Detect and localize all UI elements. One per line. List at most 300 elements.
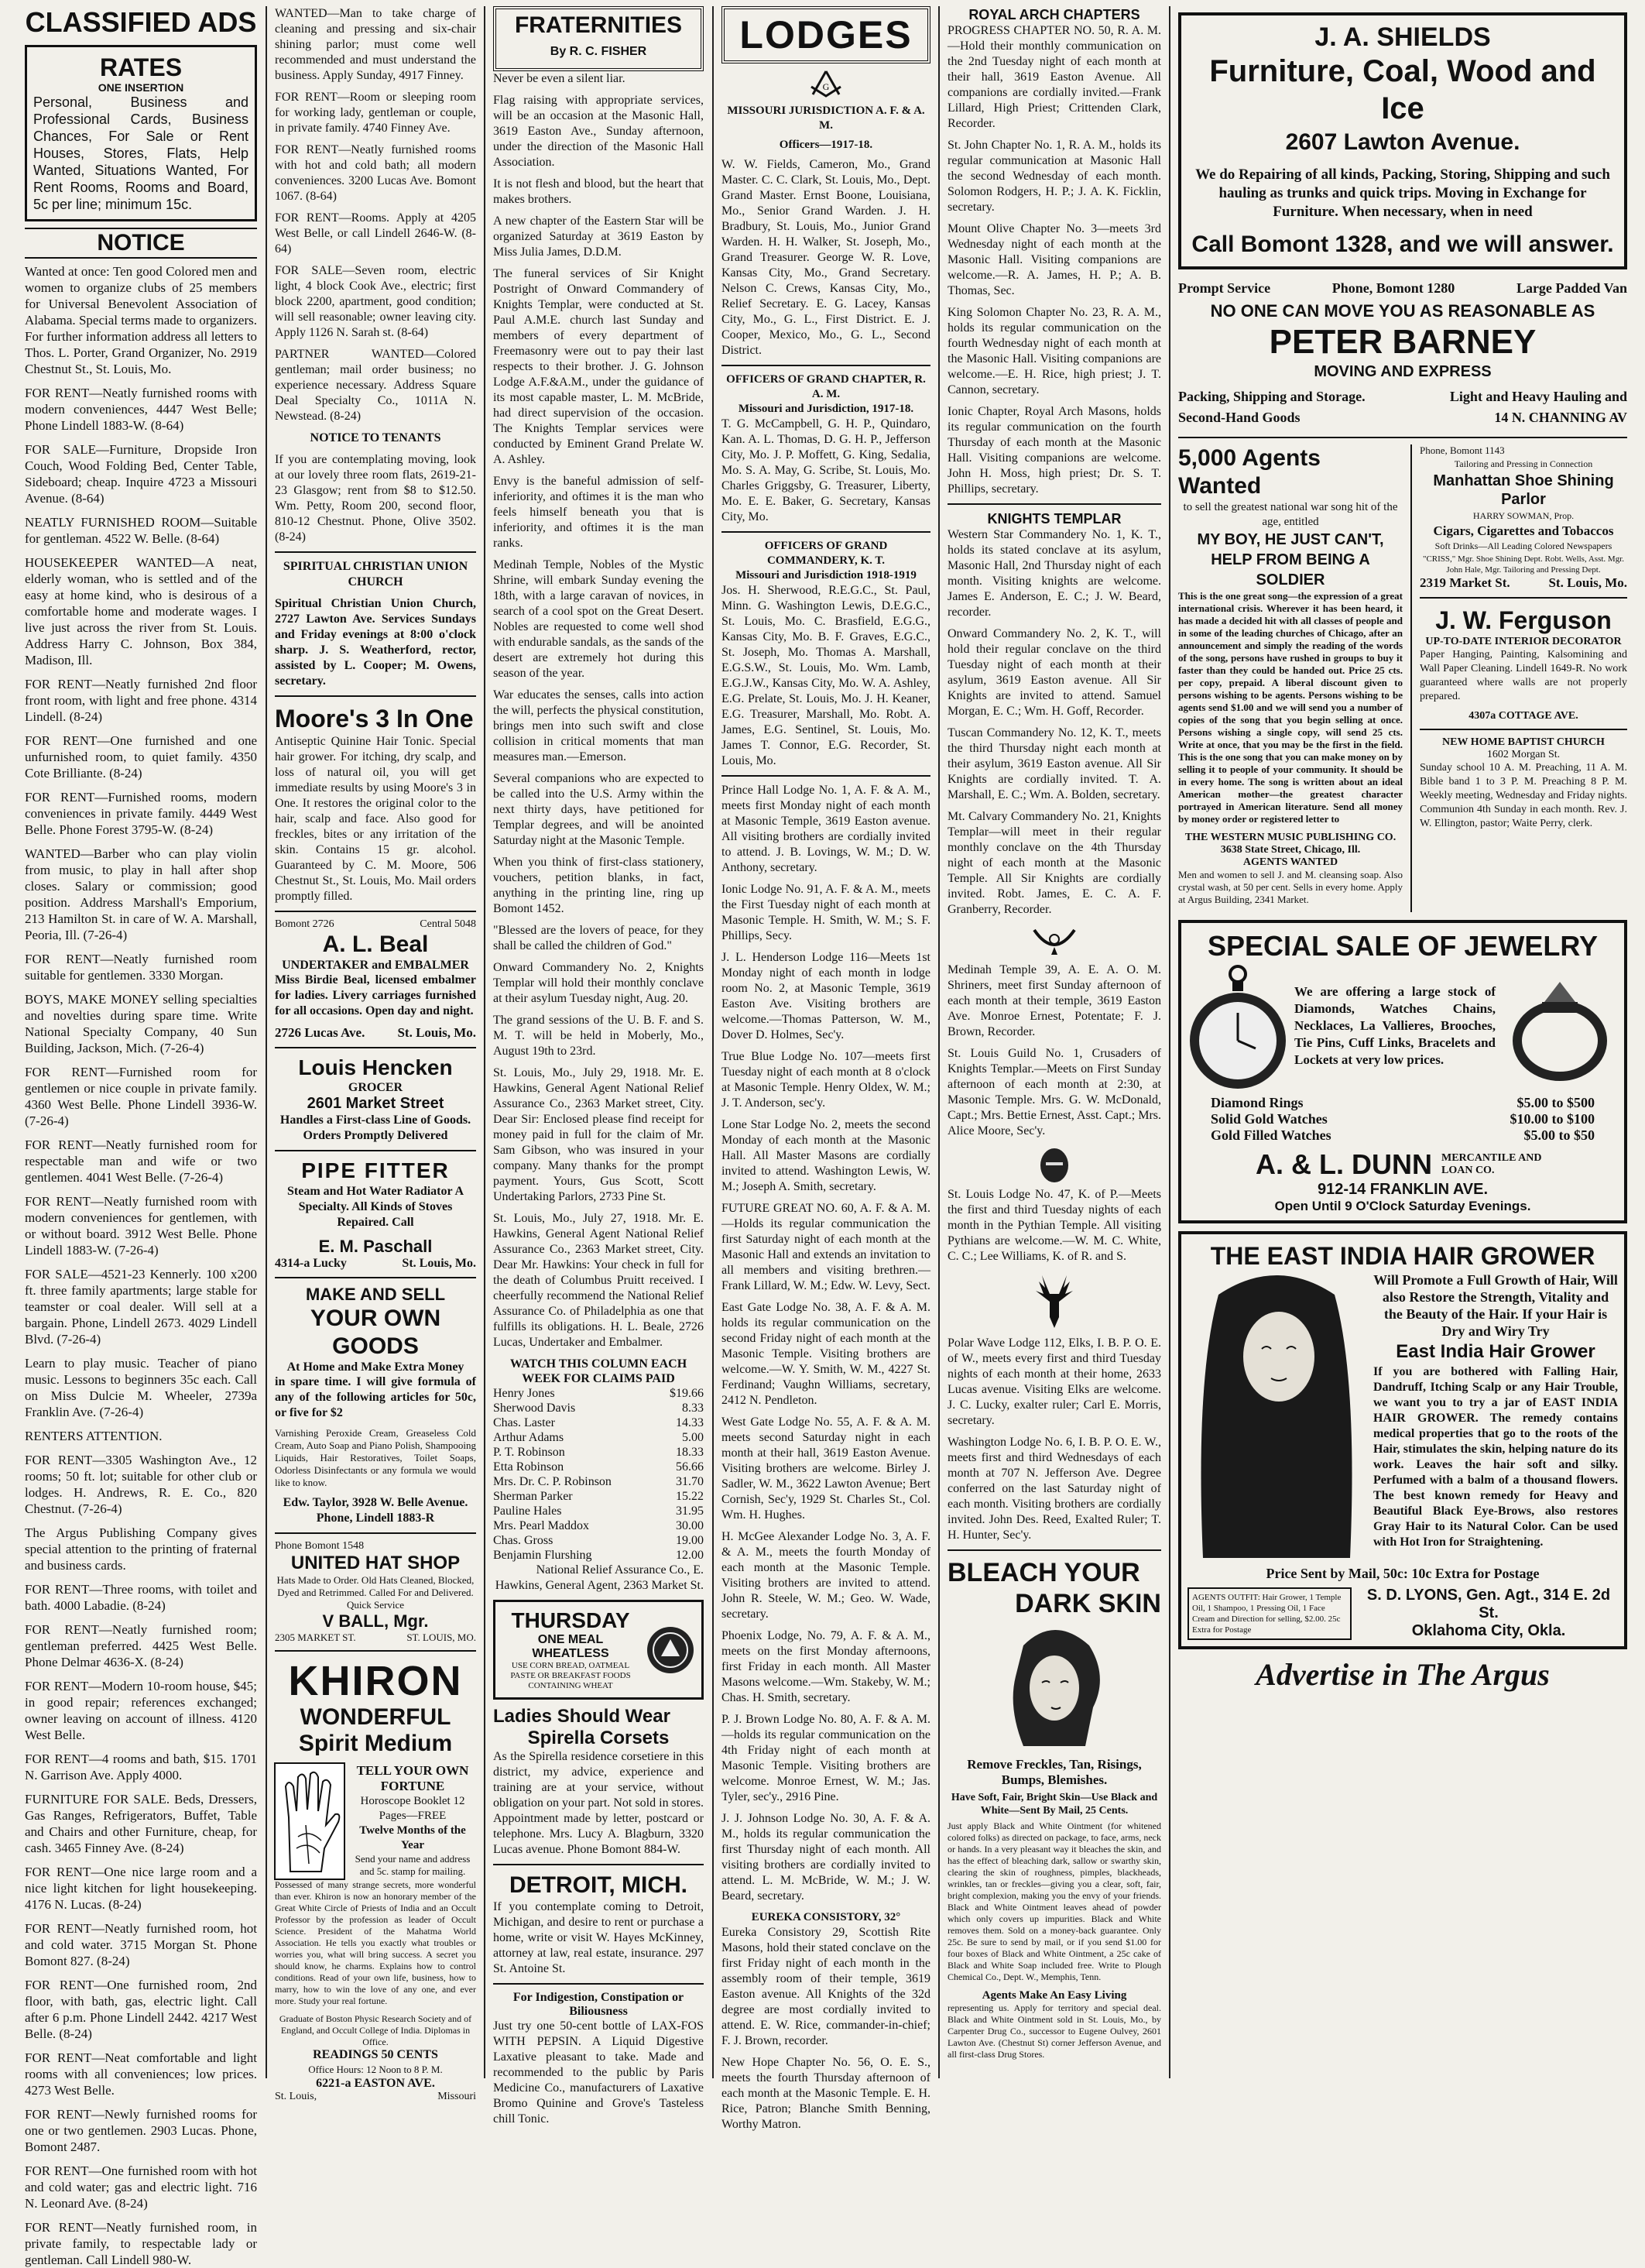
commandery-notice: Onward Commandery No. 2, K. T., will hold their regular conclave on the third Tuesday night of each month at their asylum, 3619 Easton avenue. All Sir Knights are invited to attend. Samuel Morgan, E. C.; Wm. H. Goff, Recorder. [948,627,1161,718]
claim-row [493,1504,704,1518]
beal-body: Miss Birdie Beal, licensed embalmer for ladies. Livery carriages furnished for all occasions. Open day and night. [275,973,476,1017]
agents-publisher: THE WESTERN MUSIC PUBLISHING CO. [1184,832,1397,843]
hat-addr-right: ST. LOUIS, MO. [406,1632,476,1643]
hat-title: UNITED HAT SHOP [290,1553,461,1573]
spirella-title2: Spirella Corsets [527,1728,670,1748]
claim-row [493,1548,704,1563]
claim-amount: 19.00 [676,1534,704,1547]
ads-column [1170,6,1635,2078]
fraternity-note: "Blessed are the lovers of peace, for they shall be called the children of God." [493,924,704,952]
classified-ad: BOYS, MAKE MONEY selling specialties and novelties during spare time. Write National Specialty Company, 40 Sun Building, Jackson, Mich. (7-26-4) [25,992,257,1055]
bleach-body: Just apply Black and White Ointment (for whitened colored folks) as directed on package, to face, arms, neck or hands. In a very pleasant way it bleaches the skin, and has the effect of bleaching dark, sallow or swarthy skin, clearing the skin of roughness, pimples, blackheads, wrinkles, tan or freckles—giving you a clear, soft, fair, bright complexion, making you the envy of your friends. Black and White Ointment leaves ahead of powder which only covers up impurities. Black and White removes them. Sold on a money-back guarantee. Only 25c. Be sure to send by mail, or if you send $1.00 for four boxes of Black and White Ointment, a 25c cake of Black and White Soap included free. Write to Plough Chemical Co., Dept. W., Memphis, Tenn. [948,1820,1161,1982]
lodges-column [714,6,938,2131]
shrine-emblem-wrap [948,924,1161,959]
shoe-line2: Soft Drinks—All Leading Colored Newspapers [1434,540,1612,551]
argus-tagline: Advertise in The Argus [1256,1657,1550,1692]
hencken-title: GROCER [348,1081,403,1094]
jewelry-item: Gold Filled Watches [1211,1127,1331,1143]
khiron-body: Possessed of many strange secrets, more wonderful than ever. Khiron is now an honorary member of the Great White Circle of Priests of India and an Occult Professor by the profession as leader of Occult Science. President of the Mahatma World Association. He tells you exactly what troubles or worries you, what will bring success. A secret you should know, he charms. Explains how to control conditions. Read of your own life, business, how to marry, how to win the love of any one, and ever more. Study your real fortune. [275,1879,476,2006]
classified-ad: FOR RENT—One furnished and one unfurnished room, to quiet family. 4350 Cote Brilliante. (8-24) [25,733,257,781]
eureka-title: EUREKA CONSISTORY, 32° [751,1911,901,1923]
beal-address [275,1025,476,1041]
chapter-notice: Ionic Chapter, Royal Arch Masons, holds its regular communication on the fourth Thursday of each month at the Masonic Hall. Visiting companions are welcome. John H. Moss, high priest; Dr. S. T. Phillips, secretary. [948,405,1161,496]
hair-sub: East India Hair Grower [1396,1341,1595,1362]
classified-ad: FOR RENT—Newly furnished rooms for one or two gentlemen. 2903 Lucas. Phone, Bomont 2487. [25,2107,257,2154]
agents-address: 3638 State Street, Chicago, Ill. [1220,844,1361,856]
hair-grower-ad [1178,1231,1627,1649]
khiron-tell1: TELL YOUR OWN [356,1763,469,1778]
shields-ad [1178,12,1627,269]
shields-address: 2607 Lawton Avenue. [1285,129,1520,155]
pipe-addr-left: 4314-a Lucky [275,1257,347,1270]
thursday-sub: ONE MEAL WHEATLESS [532,1633,609,1660]
bleach-sub: Remove Freckles, Tan, Risings, Bumps, Blemishes. [967,1757,1142,1787]
classified-ad: FOR RENT—Modern 10-room house, $45; in good repair; references exchanged; owner leaving on account of illness. 4120 West Belle. [25,1679,257,1742]
laxfos-title: For Indigestion, Constipation or Biliousness [512,1991,684,2018]
claim-name: Mrs. Pearl Maddox [493,1519,589,1532]
hair-title: THE EAST INDIA HAIR GROWER [1210,1242,1595,1270]
shrine-body: Medinah Temple 39, A. E. A. O. M. Shriners, meet first Sunday afternoon of each month at their temple, 3619 Easton Ave. Monroe Ernest, Potentate; F. J. Brown, Recorder. [948,963,1161,1038]
fraternities-paras [493,71,704,1350]
classified-ad: FOR RENT—4 rooms and bath, $15. 1701 N. Garrison Ave. Apply 4000. [25,1752,257,1782]
palm-hand-icon [275,1763,344,1879]
church-title: SPIRITUAL CHRISTIAN UNION CHURCH [283,560,468,588]
classified-ad: FOR RENT—Neatly furnished room; gentleman preferred. 4425 West Belle. Phone Delmar 4636-X. (8-24) [25,1622,257,1669]
claims-title: WATCH THIS COLUMN EACH WEEK FOR CLAIMS PAID [509,1357,687,1385]
hair-outfit: AGENTS OUTFIT: Hair Grower, 1 Temple Oil, 1 Shampoo, 1 Pressing Oil, 1 Face Cream and Direction for selling, $2.00. 25c Extra for Postage [1187,1587,1352,1640]
barney-row1 [1178,389,1627,405]
shoe-title: Manhattan Shoe Shining Parlor [1433,472,1614,508]
claim-name: Sherwood Davis [493,1402,576,1415]
make-body: in spare time. I will give formula of any of the following articles for 50c, or five for $2 [275,1375,476,1419]
classified-ad: HOUSEKEEPER WANTED—A neat, elderly woman, who is settled and of the easy at home kind, who is desirous of a comfortable home and moderate wages. I live just across the river from St. Louis. Address Harry C. Johnson, Box 384, Madison, Ill. [25,555,257,667]
lodges-title: LODGES [721,6,930,63]
khiron-sub1: WONDERFUL [300,1704,451,1730]
agents-wanted: AGENTS WANTED [1242,856,1338,868]
claim-row [493,1401,704,1415]
shoe-owner: HARRY SOWMAN, Prop. [1472,510,1575,521]
classified-ad: FOR RENT—Three rooms, with toilet and bath. 4000 Labadie. (8-24) [25,1582,257,1613]
barney-top [1178,280,1627,297]
command-sub: Missouri and Jurisdiction 1918-1919 [735,569,917,582]
kt-list [948,527,1161,918]
bleach-title2: DARK SKIN [1015,1589,1161,1618]
kt-title: KNIGHTS TEMPLAR [987,511,1122,527]
claim-name: Henry Jones [493,1387,555,1400]
ferguson-title: UP-TO-DATE INTERIOR DECORATOR [1425,636,1622,647]
juris-title: MISSOURI JURISDICTION A. F. & A. M. [727,105,925,132]
classified-ad: FOR RENT—Neat comfortable and light rooms with all conveniences; low prices. 4273 West Belle. [25,2050,257,2098]
fraternities-byline: By R. C. FISHER [550,45,647,58]
classified-ad: FOR SALE—4521-23 Kennerly. 100 x200 ft. three family apartments; large stable for teamster or coal dealer. Will sell at a bargain. Phone, Lindell 2673. 4029 Lindell Blvd. (7-26-4) [25,1267,257,1347]
claim-amount: 12.00 [676,1549,704,1562]
chapter-body: T. G. McCampbell, G. H. P., Quindaro, Kan. A. L. Thomas, D. G. H. P., Jefferson City, Mo. J. P. Moffett, G. King, Sedalia, Mo. S. A. May, G. Scribe, St. Louis, Mo. Charles Griggsby, G. Treasurer, Liberty, Mo. E. E. Baker, G. Secretary, Kansas City, Mo. [721,417,930,523]
shields-body: We do Repairing of all kinds, Packing, Storing, Shipping and such hauling as trunks and quick trips. Moving in Exchange for Furniture. When necessary, when in need [1195,166,1610,220]
shoe-addr-right: St. Louis, Mo. [1548,575,1627,590]
eastern-star-body: New Hope Chapter No. 56, O. E. S., meets the fourth Thursday afternoon of each month at the Masonic Temple. E. H. Rice, Patron; Blanche Smith Benning, Worthy Matron. [721,2056,930,2131]
thursday-body: USE CORN BREAD, OATMEAL PASTE OR BREAKFAST FOODS CONTAINING WHEAT [510,1661,631,1690]
square-compass-icon [807,68,845,99]
chapter-notice: PROGRESS CHAPTER NO. 50, R. A. M.—Hold their monthly communication on the 2nd Tuesday night of each month at their hall, 3619 Easton Avenue. All companions are cordially invited.—Frank Lillard, High Priest; Crittenden Clark, Recorder. [948,24,1161,130]
pipe-addr-right: St. Louis, Mo. [402,1257,476,1270]
classified-ad: FOR RENT—Furnished rooms, modern conveniences in private family. 4449 West Belle. Phone Forest 3795-W. (8-24) [25,790,257,837]
beal-addr-left: 2726 Lucas Ave. [275,1025,365,1040]
claim-amount: 31.70 [676,1475,704,1488]
beal-name: A. L. Beal [322,932,429,957]
chapter-notice: King Solomon Chapter No. 23, R. A. M., holds its regular communication on the fourth Wednesday night of each month at the Masonic Hall. Visiting companions are welcome.—E. H. Rice, high priest; J. T. Cannon, secretary. [948,306,1161,396]
classified-ad: The Argus Publishing Company gives special attention to the printing of fraternal and business cards. [25,1525,257,1573]
moores-title: Moore's 3 In One [275,705,474,733]
beal-title: UNDERTAKER and EMBALMER [282,959,469,972]
agents-body: This is the one great song—the expression of a great international crisis. Wherever it has been heard, it has made a decided hit with all classes of people and in some of the leading churches of Chicago, after an announcement and simply the reading of the words of the song, persons have rushed in groups to buy it faster than they could be handed out. Price 25 cts. per copy, prepaid. A liberal discount given to persons wishing to be agents. Persons wishing to be agents send $1.00 and we will send you a number of copies of the song that you begin selling at once. Persons wishing a single copy, will send 25 cts. Write at once, that you may be the first in the field. This is the one song that you can make money on by selling it to people of your community. It should be in every home. The song is written about an ideal American mother—the greatest character portrayed in American literature. Send all money by money order or registered letter to [1178,590,1403,825]
beal-addr-right: St. Louis, Mo. [397,1025,476,1040]
khiron-body-row [275,1763,476,1879]
elks-body-2: Washington Lodge No. 6, I. B. P. O. E. W., meets first and third Wednesdays of each month at 707 N. Jefferson Ave. Degree conferred on the last Saturday night of each month. Visiting brothers are cordially invited. John Des. Reed, Exalted Ruler; T. H. Hunter, Sec'y. [948,1436,1161,1542]
rates-title: RATES [99,53,183,81]
claim-amount: 14.33 [676,1416,704,1429]
agents-ad [1178,444,1403,912]
claim-name: Mrs. Dr. C. P. Robinson [493,1475,612,1488]
elks-body-1: Polar Wave Lodge 112, Elks, I. B. P. O. E. of W., meets every first and third Tuesday nights of each month at their home, 2633 Lucas avenue. Visiting Elks are welcome. J. C. Lucky, exalter ruler; Carl E. Morris, secretary. [948,1336,1161,1427]
khiron-hours: Office Hours: 12 Noon to 8 P. M. [308,2064,443,2075]
hair-city: Oklahoma City, Okla. [1411,1622,1566,1639]
mid-ads-row [1178,444,1627,912]
classified-ad: NEATLY FURNISHED ROOM—Suitable for gentleman. 4522 W. Belle. (8-64) [25,515,257,546]
khiron-city-left: St. Louis, [275,2091,317,2102]
ferguson-body: Paper Hanging, Painting, Kalsomining and Wall Paper Cleaning. Lindell 1649-R. No work guaranteed where walls are not properly prepared. [1420,649,1627,702]
make-title: MAKE AND SELL [305,1285,446,1304]
hat-name: V BALL, Mgr. [322,1611,429,1631]
jewelry-body: We are offering a large stock of Diamonds, Watches Chains, Necklaces, La Vallieres, Brooches, Tie Pins, Cuff Links, Bracelets and Lockets at very low prices. [1294,984,1496,1067]
fraternity-note: Envy is the baneful admission of self-inferiority, and oftimes it is the man who feels himself beneath you that is inferiority, and oftimes it is the man ranks. [493,475,704,550]
classified-ad: FOR RENT—One furnished room with hot and cold water; gas and electric light. 716 N. Leonard Ave. (8-24) [25,2163,257,2211]
bleach-agents: Agents Make An Easy Living [982,1989,1127,2002]
khiron-graduate: Graduate of Boston Physic Research Society and of England, and Occult College of India. Diplomas in Office. [279,2013,472,2047]
claim-row [493,1489,704,1504]
classified-ad: Wanted at once: Ten good Colored men and women to organize clubs of 25 members for Universal Benevolent Association of Alabama. Special terms made to organizers. For further information address all letters to Thos. L. Porter, Grand Organizer, No. 2919 Chestnut St., St. Louis, Mo. [25,264,257,376]
classified-ad: FOR RENT—Neatly furnished room for respectable man and wife or two gentlemen. 4041 West Belle. (7-26-4) [25,1137,257,1185]
commandery-notice: Tuscan Commandery No. 12, K. T., meets the third Thursday night each month at their asylum, 3619 Easton avenue. All Sir Knights are cordially invited. T. A. Marshall, E. C.; Wm. A. Bolden, secretary. [948,726,1161,801]
jewelry-address: 912-14 FRANKLIN AVE. [1317,1181,1489,1198]
bleach-agents-body: representing us. Apply for territory and special deal. Black and White Ointment sold in St. Louis, Mo., by Carpenter Drug Co., successor to Eugene Oulvey, 2601 Lawton Ave. (Chestnut St) corner Jefferson Avenue, and all first-class Drug Stores. [948,2002,1161,2060]
pocket-watch-icon [1187,963,1288,1095]
claim-row [493,1518,704,1533]
fraternity-note: The funeral services of Sir Knight Postright of Onward Commandery of Knights Templar, were conducted at St. Paul A.M.E. church last Sunday and members of every department of Freemasonry were out to pay their last respects to their brother. J. G. Johnson Lodge A.F.&A.M., under the guidance of its most capable master, L. M. McBride, had direct supervision of the occasion. The Knights Templar services were conducted by Eminent Grand Prelate W. A. Ashley. [493,267,704,466]
hat-addr-left: 2305 MARKET ST. [275,1632,356,1643]
lodge-notice: Phoenix Lodge, No. 79, A. F. & A. M., meets on the first Monday afternoons, first Friday in each month. All Master Masons welcome.—Wm. Stakeby, W. M.; Chas. H. Smith, secretary. [721,1629,930,1704]
shields-call: Call Bomont 1328, and we will answer. [1191,232,1614,257]
classified-ad: FURNITURE FOR SALE. Beds, Dressers, Gas Ranges, Refrigerators, Buffet, Table and Chairs and other Furniture, cheap, for cash. 3465 Finney Ave. (8-24) [25,1792,257,1855]
shoe-addr-left: 2319 Market St. [1420,575,1510,590]
lodge-notice: East Gate Lodge No. 38, A. F. & A. M. holds its regular communication on the second Friday night of each month at the Masonic Temple. Visiting brothers are welcome.—W. Y. Smith, W. M., 4227 St. Ferdinand; Vaughn Williams, secretary, 2412 N. Pendleton. [721,1301,930,1407]
command-body: Jos. H. Sherwood, R.E.G.C., St. Paul, Minn. G. Washington Lewis, D.E.G.C., St. Louis, Mo. C. Brasfield, E.G.G., Kansas City, Mo. B. F. Graves, E.G.C., St. Joseph, Mo. Thomas A. Marshall, E.G.S.W., St. Louis, Mo. Wm. Lamb, E.G.J.W., Kansas City, Mo. W. A. Ashley, E.G. Prelate, St. Louis, Mo. J. H. Keaner, E.G. Treasurer, Marshall, Mo. Robt. A. James, E.G. Sentinel, St. Louis, Mo. James T. Connor, E.G. Recorder, St. Louis, Mo. [721,584,930,767]
lodge-notice: West Gate Lodge No. 55, A. F. & A. M. meets second Saturday night in each month at their hall, 3619 Easton Avenue. Visiting brothers are welcome. Birley J. Sadler, W. M., 3622 Lawton Avenue; Bert Cornish, Sec'y, 1929 St. Charles St., Col. Wm. H. Hughes. [721,1415,930,1522]
royal-arch-title: ROYAL ARCH CHAPTERS [968,7,1140,22]
hencken-body: Handles a First-class Line of Goods. Orders Promptly Delivered [279,1113,471,1142]
baptist-title: NEW HOME BAPTIST CHURCH [1442,736,1605,748]
hat-phone: Phone Bomont 1548 [275,1540,365,1552]
shrine-emblem-icon [1031,924,1078,959]
fraternity-note: When you think of first-class stationery, vouchers, petition blanks, in fact, anything in the printing line, ring up Bomont 1452. [493,856,704,915]
commandery-notice: Mt. Calvary Commandery No. 21, Knights Templar—will meet in their regular monthly conclave on the 4th Thursday night of each month at the Masonic Temple. All Sir Knights are cordially invited. Robt. James, E. C. A. F. Granberry, Recorder. [948,810,1161,916]
agents-title: 5,000 Agents Wanted [1178,445,1321,499]
svg-text:G: G [822,81,830,92]
claim-name: Chas. Laster [493,1416,555,1429]
classified-ad: WANTED—Barber who can play violin from music, to play in hall after shop closes. Salary or commission; good position. Address Marshall's Emporium, 213 Hamilton St. in care of W. A. Marshall, Peoria, Ill. (7-26-4) [25,846,257,942]
classified-list-2 [275,6,476,424]
claim-name: Chas. Gross [493,1534,553,1547]
chapter-title: OFFICERS OF GRAND CHAPTER, R. A. M. [726,373,926,400]
beal-phone-left: Bomont 2726 [275,918,334,930]
food-administration-seal-icon [646,1625,695,1675]
khiron-twelve: Twelve Months of the Year [359,1824,466,1851]
classified-ad: FOR RENT—Neatly furnished room, hot and cold water. 3715 Morgan St. Phone Bomont 827. (8-24) [25,1921,257,1968]
classified-ad: FOR RENT—Rooms. Apply at 4205 West Belle, or call Lindell 2646-W. (8-64) [275,211,476,256]
rates-body: Personal, Business and Professional Cards, Business Chances, For Sale or Rent Houses, Stores, Flats, Help Wanted, Situations Wanted, For Rent Rooms, Rooms and Board, 5c per line; minimum 15c. [33,94,248,212]
fraternity-note: St. Louis, Mo., July 29, 1918. Mr. E. Hawkins, General Agent National Relief Assurance Co., 2363 Market street, City. Dear Sir: Enclosed please find receipt for money paid in full for the claim of Mr. Sam Gibson, who was insured in your company. Many thanks for the prompt payment. Yours, Gus Scott, Scott Undertaking Parlors, 2733 Pine St. [493,1066,704,1203]
make-address: Edw. Taylor, 3928 W. Belle Avenue. Phone, Lindell 1883-R [283,1496,468,1525]
church-body: Spiritual Christian Union Church, 2727 Lawton Ave. Services Sundays and Friday evenings at 8:00 o'clock sharp. J. S. Weatherford, rector, assisted by L. Cooper; M. Owens, secretary. [275,597,476,688]
fraternities-title-box [493,6,704,71]
claim-amount: 56.66 [676,1460,704,1474]
claims-footer: National Relief Assurance Co., E. Hawkins, General Agent, 2363 Market St. [495,1563,704,1592]
classified-ad: FOR RENT—Neatly furnished room, in private family, to respectable lady or gentleman. Call Lindell 980-W. [25,2220,257,2267]
detroit-body: If you contemplate coming to Detroit, Michigan, and desire to rent or purchase a home, write or visit W. Hayes McKinney, attorney at law, real estate, insurance. 297 St. Antoine St. [493,1900,704,1975]
classified-ad: FOR SALE—Furniture, Dropside Iron Couch, Wood Folding Bed, Center Table, Sideboard; cheap. Inquire 4723 a Missouri Avenue. (8-64) [25,442,257,506]
jewelry-price: $5.00 to $500 [1516,1095,1595,1110]
khiron-readings: READINGS 50 CENTS [313,2048,438,2061]
classified-ad: FOR RENT—3305 Washington Ave., 12 rooms; 50 ft. lot; suitable for other club or lodges. H. Andrews, R. E. Co., 820 Chestnut. (7-26-4) [25,1453,257,1516]
hencken-name: Louis Hencken [298,1055,453,1079]
barney-second: Second-Hand Goods [1178,410,1301,425]
classified-ad: Learn to play music. Teacher of piano music. Lessons to beginners 35c each. Call on Miss Dulcie M. Wheeler, 2739a Franklin Ave. (7-26-4) [25,1356,257,1419]
thursday-title: THURSDAY [511,1608,630,1632]
claim-amount: 8.33 [682,1402,704,1415]
lodge-notice: Lone Star Lodge No. 2, meets the second Monday of each month at the Masonic Hall. All Master Masons are cordially invited to attend. Washington Lewis, W. M.; Joseph A. Smith, secretary. [721,1118,930,1193]
barney-name: PETER BARNEY [1269,323,1537,361]
lodge-notice: H. McGee Alexander Lodge No. 3, A. F. & A. M., meets the fourth Monday of each month at the Masonic Temple. Visiting brothers are invited to attend. John R. Steele, W. M.; Geo. W. Wade, secretary. [721,1530,930,1621]
shields-title: Furniture, Coal, Wood and Ice [1209,54,1596,125]
jewelry-item: Diamond Rings [1211,1095,1304,1110]
barney-mid: Phone, Bomont 1280 [1331,280,1455,296]
agents-song: MY BOY, HE JUST CAN'T, HELP FROM BEING A SOLDIER [1197,531,1384,588]
tenants-body: If you are contemplating moving, look at our lovely three room flats, 2619-21-23 Glasgow; rent from $8 to $12.50. Wm. Petty, Room 200, second floor, 810-12 Chestnut. Phone, Olive 3502. (8-24) [275,453,476,544]
hencken-address: 2601 Market Street [307,1095,444,1112]
barney-row2 [1178,410,1627,426]
spirella-body: As the Spirella residence corsetiere in this district, my advice, experience and training are at your service, without obligation on your part. Not sold in stores. Appointment made by letter, postcard or telephone. Mrs. Lucy A. Blagburn, 3320 Lucas avenue. Phone Bomont 884-W. [493,1750,704,1856]
commandery-notice: Western Star Commandery No. 1, K. T., holds its stated conclave at its asylum, Masonic Hall, 2nd Thursday night of each month. Visiting knights are welcome. James E. Anderson, E. C.; J. W. Beard, recorder. [948,528,1161,619]
barney-address: 14 N. CHANNING AV [1494,410,1627,425]
pipe-title: PIPE FITTER [301,1158,450,1182]
claim-amount: 5.00 [682,1431,704,1444]
beal-phones [275,918,476,931]
claim-name: Sherman Parker [493,1490,573,1503]
hair-body2: If you are bothered with Falling Hair, Dandruff, Itching Scalp or any Hair Trouble, we want you to try a jar of EAST INDIA HAIR GROWER. The remedy contains medical properties that go to the roots of the Hair, stimulates the skin, helping nature do its work. Leaves the hair soft and silky. Perfumed with a balm of a thousand flowers. The best known remedy for Heavy and Beautiful Black Eye-Brows, also restores Gray Hair to its Natural Color. Can be used with Hot Iron for Straightening. [1373,1365,1618,1549]
jewelry-ad [1178,920,1627,1223]
classified-ad: FOR RENT—Room or sleeping room for working lady, gentleman or couple, in private family. 4740 Finney Ave. [275,91,476,135]
classified-ad: FOR RENT—Neatly furnished rooms with hot and cold bath; all modern conveniences. 3200 Lucas Ave. Bomont 1067. (8-64) [275,143,476,203]
officers-body: W. W. Fields, Cameron, Mo., Grand Master. C. C. Clark, St. Louis, Mo., Dept. Grand Master. Ernst Boone, Louisiana, Mo., Senior Grand Warden. J. H. Bradbury, St. Louis, Mo., Junior Grand Warden. H. H. Walker, St. Joseph, Mo., Grand Treasurer. George W. R. Love, Kansas City, Mo., Grand Secretary. Nelson C. Crews, Kansas City, Mo., Relief Secretary. E. G. Lacey, Kansas City, Mo., G. L., First District. E. J. Cooper, Mexico, Mo., G. L., Second District. [721,158,930,357]
khiron-horoscope: Horoscope Booklet 12 Pages—FREE [360,1795,465,1822]
claim-row [493,1386,704,1401]
classified-column [17,6,265,2267]
khiron-city-right: Missouri [437,2091,476,2102]
classified-ad: FOR RENT—Furnished room for gentlemen or nice couple in private family. 4360 West Belle. Phone Lindell 3936-W. (7-26-4) [25,1065,257,1128]
fraternity-note: Several companions who are expected to be called into the U.S. Army within the next thirty days, have petitioned for Templar degrees, and will be anointed Saturday night at the Masonic Temple. [493,772,704,847]
pipe-name: E. M. Paschall [318,1237,433,1256]
agents-sub: to sell the greatest national war song hit of the age, entitled [1183,501,1398,528]
classified-ad: WANTED—Man to take charge of cleaning and pressing and six-chair shining parlor; must come well recommended and must understand the business. Apply Sunday, 4917 Finney. [275,7,476,82]
ferguson-address: 4307a COTTAGE AVE. [1469,710,1578,722]
claim-name: P. T. Robinson [493,1446,565,1459]
shields-name: J. A. SHIELDS [1314,22,1491,52]
guild-body: St. Louis Guild No. 1, Crusaders of Knights Templar.—Meets on First Sunday afternoon of each month at 2:30, at Masonic Temple. Mrs. G. W. McDonald, Capt.; Mrs. Bettie Ernest, Asst. Capt.; Mrs. Alice Moore, Sec'y. [948,1047,1161,1137]
classified-ad: FOR RENT—Neatly furnished rooms with modern conveniences, 4447 West Belle; Phone Lindell 1883-W. (8-64) [25,386,257,433]
jewelry-price-row [1187,1095,1618,1111]
claim-row [493,1445,704,1460]
classified-title: CLASSIFIED ADS [25,6,257,38]
rates-subtitle: ONE INSERTION [98,81,184,94]
claim-name: Pauline Hales [493,1505,562,1518]
barney-right: Large Padded Van [1516,280,1627,296]
bleach-title1: BLEACH YOUR [948,1558,1140,1587]
khiron-tell2: FORTUNE [380,1779,445,1793]
chapter-notice: Mount Olive Chapter No. 3—meets 3rd Wednesday night of each month at the Masonic Hall. Visiting companions are welcome.—R. A. James, H. P.; A. B. Thomas, Sec. [948,222,1161,297]
moores-body: Antiseptic Quinine Hair Tonic. Special hair grower. For itching, dry scalp, and loss of natural oil, you will get immediate results by using Moore's 3 in One. It restores the original color to the hair, scalp and face. Also good for freckles, bites or any irritation of the skin. Contains 15 gr. alcohol. Guaranteed by C. M. Moore, 506 Chestnut St., St. Louis, Mo. Mail orders promptly filled. [275,735,476,903]
claim-amount: 18.33 [676,1446,704,1459]
hair-body1: Will Promote a Full Growth of Hair, Will also Restore the Strength, Vitality and the Beauty of the Hair. If your Hair is Dry and Wiry Try [1373,1272,1618,1339]
knights-helmet-icon [1037,1145,1072,1184]
woman-portrait-icon [992,1622,1116,1754]
lodge-notice: Ionic Lodge No. 91, A. F. & A. M., meets the First Tuesday night of each month at Masonic Temple. H. Smith, W. M.; S. F. Phillips, Secy. [721,883,930,942]
classified-ad: FOR RENT—Neatly furnished room with modern conveniences for gentlemen, with or without board. 3912 West Belle. Phone Lindell 1883-W. (7-26-4) [25,1194,257,1258]
shoe-line1: Cigars, Cigarettes and Tobaccos [1433,523,1614,538]
right-mini-ads [1420,444,1627,912]
fraternity-note: Medinah Temple, Nobles of the Mystic Shrine, will embark Sunday evening the 18th, with a large caravan of novices, in search of a cool spot on the Great Desert. Nobles are requested to come well shod with endurable sandals, as the sands of the desert are extremely hot during this season of the year. [493,558,704,680]
column-two [267,6,484,2102]
detroit-title: DETROIT, MICH. [509,1872,687,1898]
fraternity-note: It is not flesh and blood, but the heart that makes brothers. [493,177,704,206]
hat-address [275,1632,476,1644]
woman-portrait-wrap [948,1622,1161,1754]
classified-ad: FOR RENT—Neatly furnished 2nd floor front room, with light and free phone. 4314 Lindell. (8-24) [25,677,257,724]
pythian-emblem-wrap [948,1145,1161,1184]
claim-amount: 15.22 [676,1490,704,1503]
claim-amount: 31.95 [676,1505,704,1518]
ring-icon [1502,971,1618,1087]
bleach-have: Have Soft, Fair, Bright Skin—Use Black and White—Sent By Mail, 25 Cents. [951,1792,1158,1817]
chapter-list [948,23,1161,497]
pipe-address [275,1257,476,1271]
shoe-line3: "CRISS," Mgr. Shoe Shining Dept. Robt. Wells, Asst. Mgr. John Hale, Mgr. Tailoring and Pressing Dept. [1422,554,1624,575]
jewelry-hours: Open Until 9 O'Clock Saturday Evenings. [1274,1199,1531,1213]
jewelry-title: SPECIAL SALE OF JEWELRY [1207,930,1599,962]
make-big: YOUR OWN GOODS [310,1306,441,1359]
chapter-notice: St. John Chapter No. 1, R. A. M., holds its regular communication at Masonic Hall the second Wednesday of each month. Solomon Rodgers, H. P.; J. A. K. Ficklin, secretary. [948,139,1161,214]
claim-amount: 30.00 [676,1519,704,1532]
officers-title: Officers—1917-18. [779,139,873,151]
khiron-title: KHIRON [288,1658,463,1704]
lodge-notice: True Blue Lodge No. 107—meets first Tuesday night of each month at 8 o'clock at Masonic Temple. Henry Oldex, W. M.; J. T. Anderson, sec'y. [721,1050,930,1110]
fraternity-note: A new chapter of the Eastern Star will be organized Saturday at 3619 Easton by Miss Julia James, D.D.M. [493,214,704,259]
chapter-sub: Missouri and Jurisdiction, 1917-18. [738,403,914,415]
lodge-notice: P. J. Brown Lodge No. 80, A. F. & A. M.—holds its regular communication on the 4th Friday night of each month at Masonic Temple. Visiting brothers are welcome. Monroe Ernest, W. M.; Jas. Tyler, sec'y., 2916 Pine. [721,1713,930,1803]
fraternities-title: FRATERNITIES [514,12,683,38]
elk-head-icon [1023,1271,1085,1333]
fraternity-note: Flag raising with appropriate services, will be an occasion at the Masonic Hall, 3619 Easton Ave., Sunday afternoon, under the direction of the Masonic Hall Association. [493,94,704,169]
claim-name: Arthur Adams [493,1431,564,1444]
lodge-notice: J. J. Johnson Lodge No. 30, A. F. & A. M., holds its regular communication the first Thursday night of each month. All visiting brothers are cordially invited to attend. L. M. McBride, W. M.; J. W. Beard, secretary. [721,1812,930,1903]
spirella-title1: Ladies Should Wear [493,1706,670,1727]
claim-row [493,1430,704,1445]
beal-phone-right: Central 5048 [420,918,476,930]
classified-ad: FOR SALE—Seven room, electric light, 4 block Cook Ave., electric; first block 2200, apartment, good condition; will sell reasonable; owner leaving city. Apply 1126 N. Sarah st. (8-64) [275,264,476,339]
barney-sub: MOVING AND EXPRESS [1314,363,1492,380]
agents-foot: Men and women to sell J. and M. cleansing soap. Also crystal wash, at 50 per cent. Sells in every home. Apply at Argus Building, 2341 Market. [1178,869,1403,905]
elk-emblem-wrap [948,1271,1161,1333]
claim-row [493,1415,704,1430]
jewelry-item: Solid Gold Watches [1211,1111,1328,1127]
notice-title: NOTICE [25,228,257,259]
pipe-body: Steam and Hot Water Radiator A Specialty. All Kinds of Stoves Repaired. Call [286,1185,464,1229]
lodge-notice: J. L. Henderson Lodge 116—Meets 1st Monday night of each month in lodge room No. 2, at Masonic Temple, 3619 Easton Ave. Visiting brothers are welcome.—Thomas Patterson, W. M., Dover D. Holmes, Sec'y. [721,951,930,1041]
long-hair-woman-icon [1187,1271,1366,1566]
claim-amount: $19.66 [670,1387,704,1400]
classified-ad: RENTERS ATTENTION. [25,1429,163,1443]
classified-list [25,263,257,2268]
baptist-address: 1602 Morgan St. [1486,749,1561,760]
command-title: OFFICERS OF GRAND COMMANDERY, K. T. [764,540,888,567]
khiron-sub2: Spirit Medium [298,1731,453,1756]
classified-ad: FOR RENT—One furnished room, 2nd floor, with bath, gas, electric light. Call after 6 p.m. Phone Lindell 2442. 4217 West Belle. (8-24) [25,1978,257,2041]
make-sub: At Home and Make Extra Money [286,1360,464,1374]
shoe-note: Tailoring and Pressing in Connection [1454,458,1593,469]
jewelry-prices [1187,1095,1618,1144]
classified-ad: FOR RENT—One nice large room and a nice light kitchen for light housekeeping. 4176 N. Lucas. (8-24) [25,1865,257,1912]
jewelry-price: $5.00 to $50 [1523,1127,1595,1143]
claim-row [493,1460,704,1474]
fraternity-note: The grand sessions of the U. B. F. and S. M. T. will be held in Moberly, Mo., August 19th to 23rd. [493,1014,704,1058]
claims-table [493,1386,704,1563]
laxfos-body: Just try one 50-cent bottle of LAX-FOS WITH PEPSIN. A Liquid Digestive Laxative pleasant to take. Made and recommended to the public by Paris Medicine Co., manufacturers of Laxative Bromo Quinine and Grove's Tasteless chill Tonic. [493,2019,704,2126]
fraternity-note: War educates the senses, calls into action the will, perfects the physical constitution, brings men into such swift and close collision in critical moments that man measures man.—Emerson. [493,688,704,763]
barney-pack: Packing, Shipping and Storage. [1178,389,1366,404]
khiron-send: Send your name and address and 5c. stamp for mailing. [355,1853,471,1877]
eureka-body: Eureka Consistory 29, Scottish Rite Masons, hold their stated conclave on the first Friday night of each month in the assembly room of their temple, 3619 Easton avenue. All Knights of the 32d degree are most cordially invited to attend. E. W. Rice, commander-in-chief; F. J. Brown, recorder. [721,1926,930,2047]
jewelry-name: A. & L. DUNN [1256,1148,1432,1180]
make-list: Varnishing Peroxide Cream, Greaseless Cold Cream, Auto Soap and Piano Polish, Shampooing Liquids, Hair Restoratives, Toilet Soaps, Odorless Disinfectants or any formula we would like to know. [275,1427,476,1488]
ferguson-name: J. W. Ferguson [1435,606,1612,634]
royal-arch-column [940,6,1169,2078]
classified-ad: FOR RENT—Neatly furnished room suitable for gentlemen. 3330 Morgan. [25,952,257,983]
lodge-list [721,783,930,1904]
jewelry-price-row [1187,1127,1618,1144]
hat-body: Hats Made to Order. Old Hats Cleaned, Blocked, Dyed and Retrimmed. Called For and Delivered. Quick Service [276,1574,475,1611]
lodge-notice: Prince Hall Lodge No. 1, A. F. & A. M., meets first Monday night of each month at Masonic Temple, 3619 Easton avenue. All visiting brothers are cordially invited to attend. J. B. Lovings, W. M.; D. W. Anthony, secretary. [721,784,930,874]
jewelry-company: MERCANTILE AND LOAN CO. [1441,1152,1542,1176]
thursday-box [493,1600,704,1700]
rates-box [25,45,257,221]
hair-price: Price Sent by Mail, 50c: 10c Extra for Postage [1266,1566,1540,1581]
claim-name: Etta Robinson [493,1460,564,1474]
square-compass-icon-wrap [721,68,930,99]
barney-line: NO ONE CAN MOVE YOU AS REASONABLE AS [1210,301,1595,321]
khiron-address: 6221-a EASTON AVE. [316,2077,435,2090]
barney-left: Prompt Service [1178,280,1271,296]
barney-light: Light and Heavy Hauling and [1449,389,1627,404]
fraternity-note: Never be even a silent liar. [493,72,625,85]
khiron-city [275,2091,476,2103]
